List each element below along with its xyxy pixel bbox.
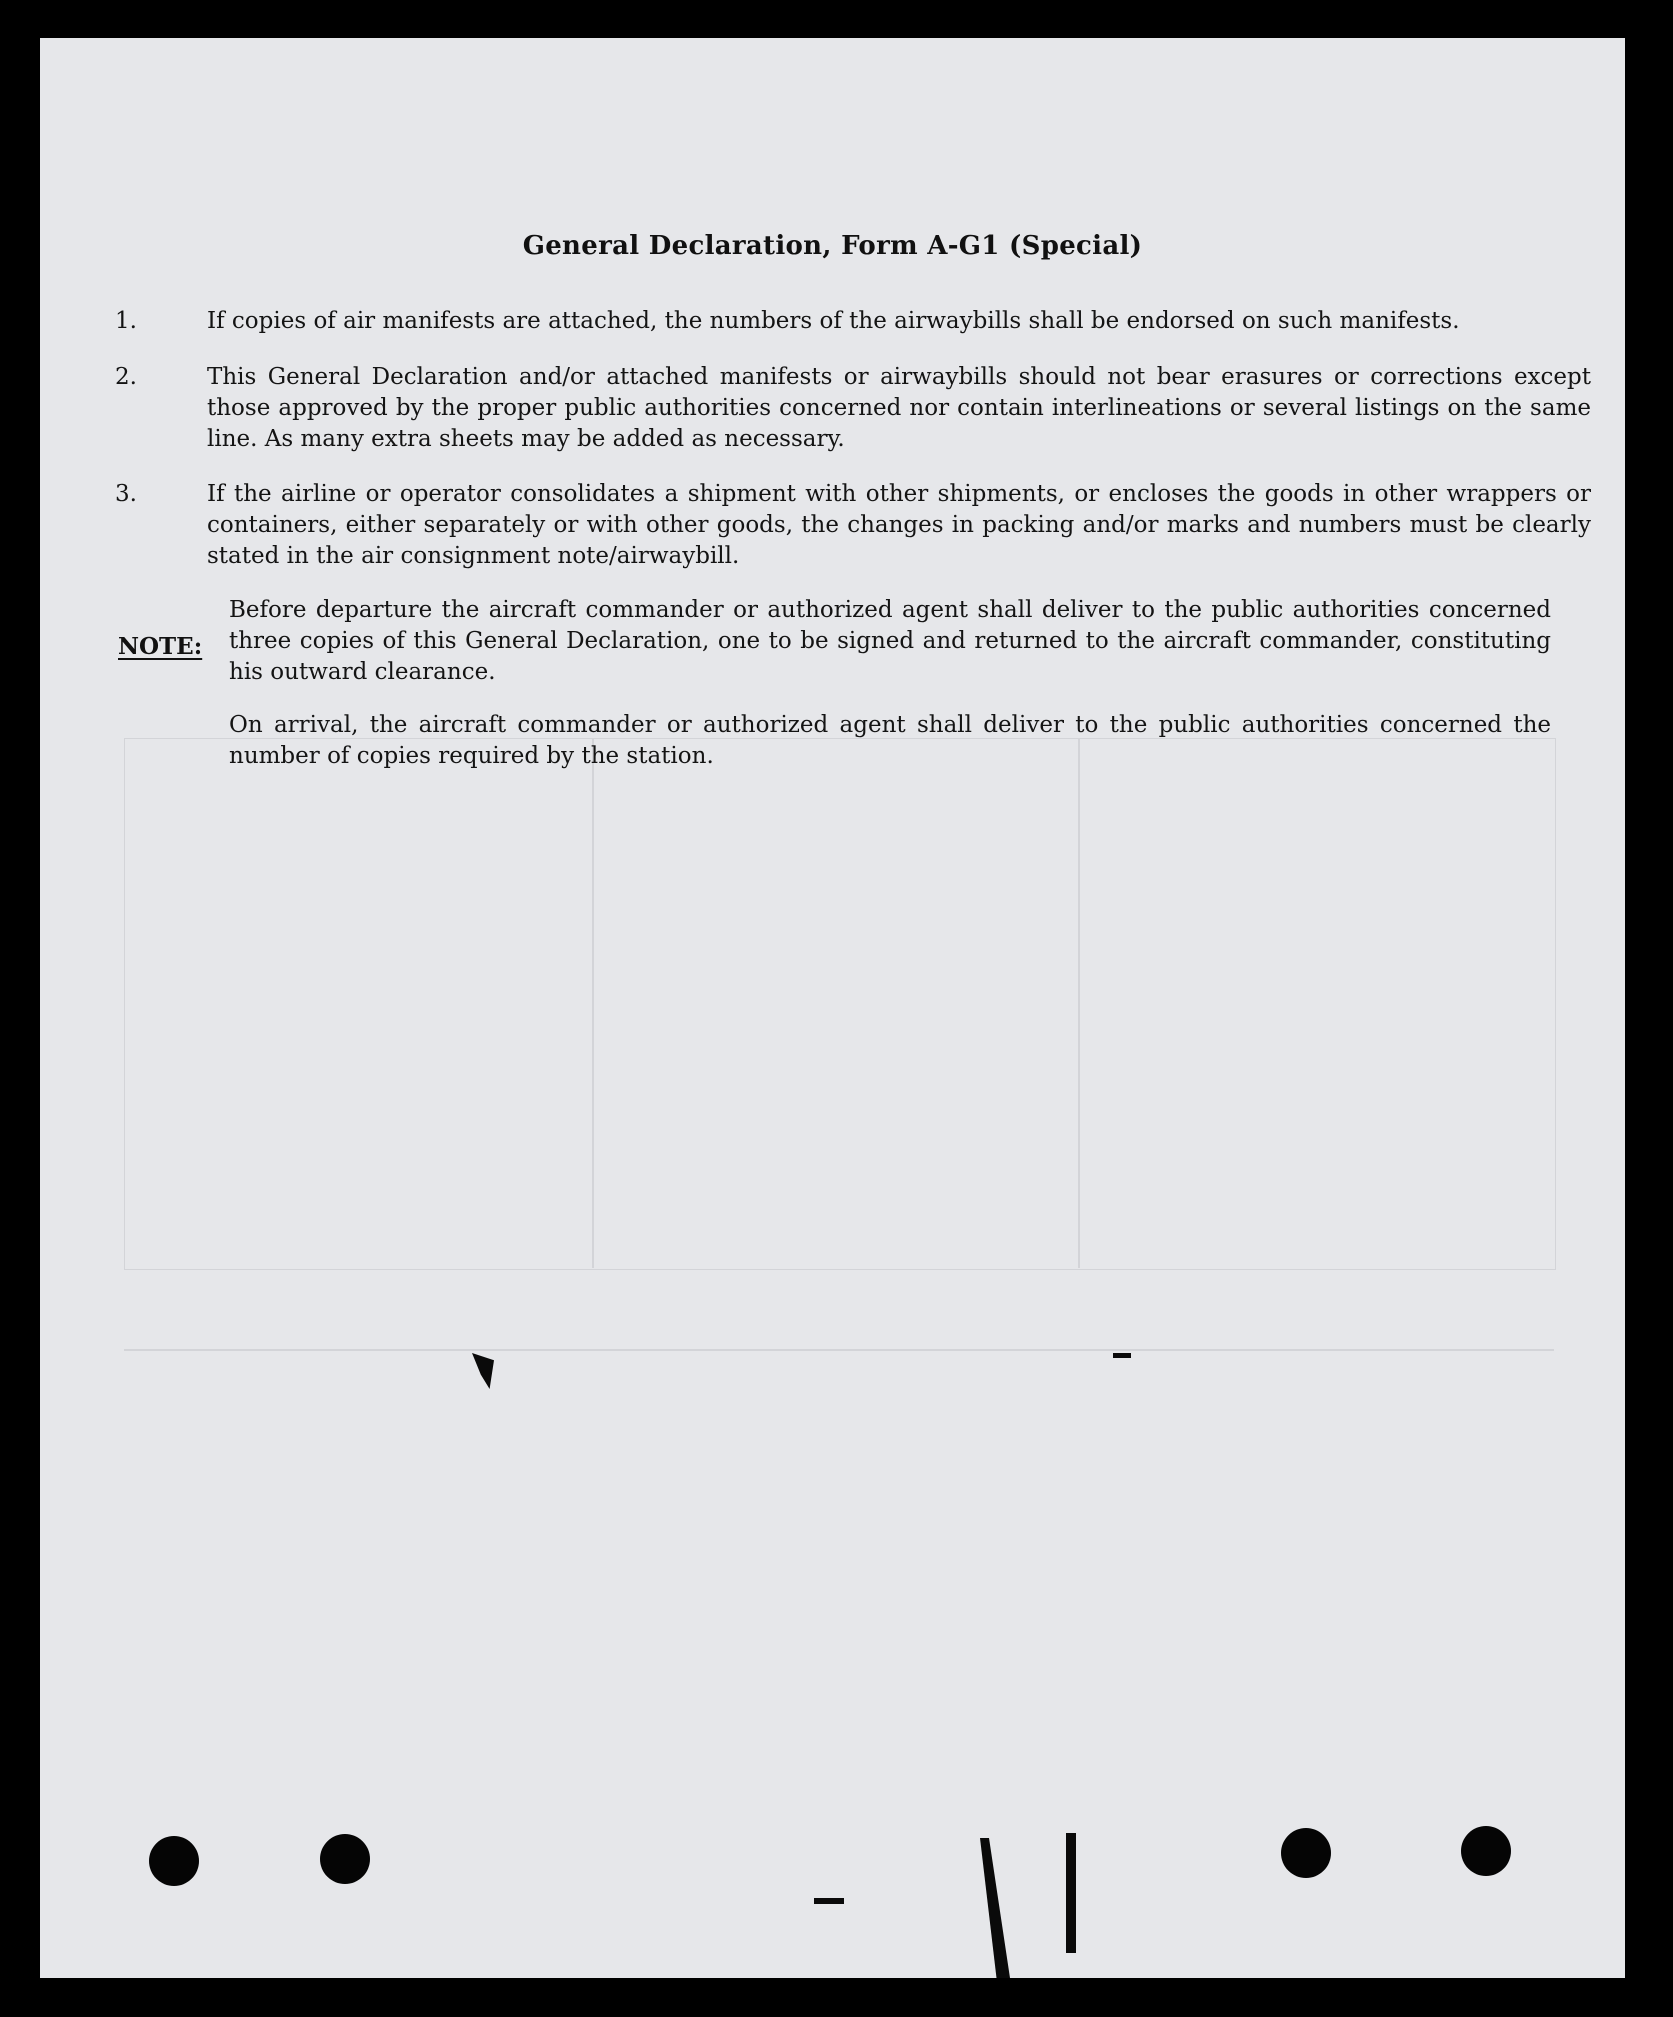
bleed-through-line	[1078, 738, 1080, 1268]
bleed-through-line	[592, 738, 594, 1268]
note-paragraph-1: Before departure the aircraft commander or authorized agent shall deliver to the public authorities concerned three copies of this General Declaration, one to be signed and returned to the aircraft commander, constituting his outward clearance.	[229, 597, 1551, 685]
punch-hole	[1281, 1828, 1331, 1878]
punch-hole	[149, 1836, 199, 1886]
ink-blot	[1066, 1833, 1076, 1953]
item-text: If the airline or operator consolidates a shipment with other shipments, or encloses the goods in other wrappers or containers, either separately or with other goods, the changes in packing and/or marks and numbers must be clearly stated in the air consignment note/airwaybill.	[207, 481, 1591, 569]
instruction-item-2	[115, 362, 1591, 455]
ink-blot	[814, 1898, 844, 1904]
item-text: If copies of air manifests are attached, the numbers of the airwaybills shall be endorsed on such manifests.	[207, 308, 1460, 334]
ink-blot	[980, 1838, 1010, 1978]
ink-blot	[472, 1353, 494, 1389]
page-title: General Declaration, Form A-G1 (Special)	[522, 231, 1143, 261]
punch-hole	[320, 1834, 370, 1884]
instruction-item-3	[115, 479, 1591, 572]
item-number: 2.	[115, 364, 137, 390]
item-number: 1.	[115, 308, 137, 334]
bleed-through-box	[124, 738, 1556, 1270]
note-paragraph-2: On arrival, the aircraft commander or authorized agent shall deliver to the public authorities concerned the number of copies required by the station.	[229, 712, 1551, 769]
ink-blot	[1113, 1353, 1131, 1358]
instruction-item-1	[115, 306, 1591, 337]
document-sheet	[40, 38, 1625, 1978]
item-text: This General Declaration and/or attached manifests or airwaybills should not bear erasures or corrections except those approved by the proper public authorities concerned nor contain interlineations or several listings on the same line. As many extra sheets may be added as necessary.	[207, 364, 1591, 452]
note-label: NOTE:	[118, 633, 203, 660]
item-number: 3.	[115, 481, 137, 507]
punch-hole	[1461, 1826, 1511, 1876]
bleed-through-line	[124, 1349, 1554, 1351]
